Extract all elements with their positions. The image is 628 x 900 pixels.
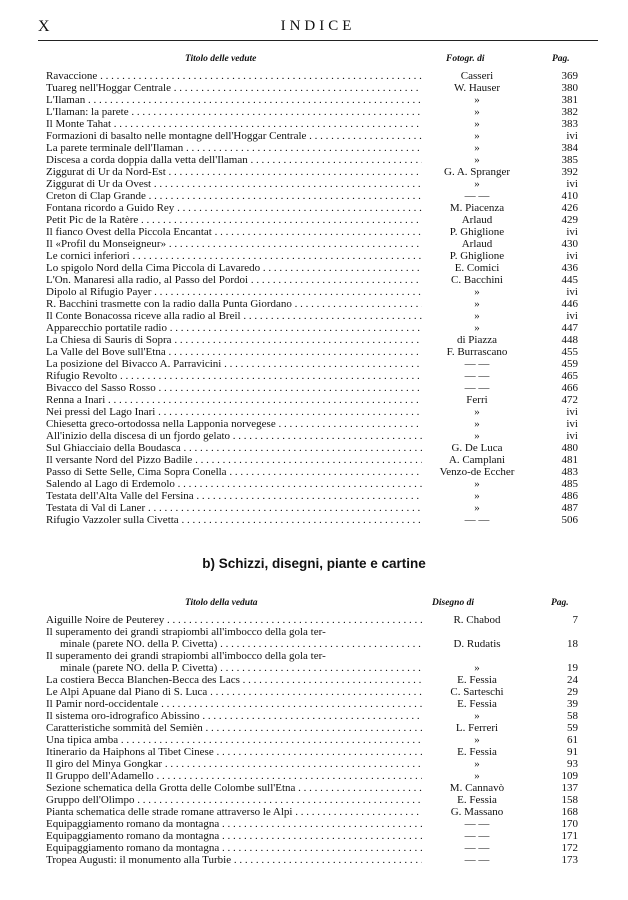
entry-title: Rifugio Revolto . . . bbox=[46, 370, 422, 382]
entry-title: Ravaccione . . . bbox=[46, 70, 422, 82]
index-entry bbox=[46, 70, 578, 82]
entry-author: » bbox=[474, 310, 480, 322]
index-entry bbox=[46, 298, 578, 310]
entry-page: 58 bbox=[567, 710, 578, 722]
entry-author: — — bbox=[464, 818, 490, 830]
entry-title: Pianta schematica delle strade romane attraverso le Alpi . . . bbox=[46, 806, 422, 818]
entry-title: All'inizio della discesa di un fjordo gelato . . . bbox=[46, 430, 422, 442]
index-entry bbox=[46, 514, 578, 526]
index-entry bbox=[46, 466, 578, 478]
entry-page: 109 bbox=[561, 770, 578, 782]
entry-author: — — bbox=[464, 842, 490, 854]
index-entry bbox=[46, 202, 578, 214]
entry-page: 385 bbox=[561, 154, 578, 166]
page-header bbox=[38, 18, 598, 41]
index-entry bbox=[46, 794, 578, 806]
entry-page: 59 bbox=[567, 722, 578, 734]
index-entry bbox=[46, 154, 578, 166]
entry-page: 168 bbox=[561, 806, 578, 818]
entry-page: 436 bbox=[561, 262, 578, 274]
index-entry bbox=[46, 358, 578, 370]
entry-page: 426 bbox=[561, 202, 578, 214]
entry-title: Il Gruppo dell'Adamello . . . bbox=[46, 770, 422, 782]
entry-author: di Piazza bbox=[456, 334, 497, 346]
index-entry bbox=[46, 830, 578, 842]
index-entry bbox=[46, 650, 578, 662]
entry-title: La costiera Becca Blanchen-Becca des Lacs . . . bbox=[46, 674, 422, 686]
entry-author: » bbox=[474, 770, 480, 782]
index-entry bbox=[46, 334, 578, 346]
entry-page: 487 bbox=[561, 502, 578, 514]
index-entry bbox=[46, 454, 578, 466]
index-entry bbox=[46, 178, 578, 190]
entry-page: 485 bbox=[561, 478, 578, 490]
section-a-col-page: Pag. bbox=[552, 54, 570, 64]
entry-author: Casseri bbox=[460, 70, 494, 82]
index-entry bbox=[46, 442, 578, 454]
entry-author: » bbox=[474, 734, 480, 746]
index-entry bbox=[46, 274, 578, 286]
entry-page: 382 bbox=[561, 106, 578, 118]
page-number: X bbox=[38, 18, 51, 35]
entry-author: — — bbox=[464, 854, 490, 866]
entry-author: » bbox=[474, 130, 480, 142]
index-entry bbox=[46, 214, 578, 226]
entry-title: Creton di Clap Grande . . . bbox=[46, 190, 422, 202]
entry-page: 466 bbox=[561, 382, 578, 394]
entry-page: ivi bbox=[566, 250, 578, 262]
entry-page: 448 bbox=[561, 334, 578, 346]
entry-page: 61 bbox=[567, 734, 578, 746]
entry-author: E. Fessia bbox=[457, 674, 497, 686]
entry-author: E. Fessia bbox=[457, 794, 497, 806]
entry-title: Ziggurat di Ur da Nord-Est . . . bbox=[46, 166, 422, 178]
entry-page: 380 bbox=[561, 82, 578, 94]
entry-author: W. Hauser bbox=[453, 82, 501, 94]
entry-page: ivi bbox=[566, 406, 578, 418]
index-entry bbox=[46, 166, 578, 178]
entry-author: C. Sarteschi bbox=[450, 686, 504, 698]
entry-author: — — bbox=[464, 514, 490, 526]
entry-title: Una tipica amba . . . bbox=[46, 734, 422, 746]
entry-page: 410 bbox=[561, 190, 578, 202]
entry-page: ivi bbox=[566, 418, 578, 430]
section-b-col-author: Disegno di bbox=[432, 598, 474, 608]
entry-author: P. Ghiglione bbox=[449, 226, 505, 238]
index-entry bbox=[46, 142, 578, 154]
index-entry bbox=[46, 118, 578, 130]
entry-page: 170 bbox=[561, 818, 578, 830]
entry-page: ivi bbox=[566, 430, 578, 442]
entry-title: Testata dell'Alta Valle del Fersina . . . bbox=[46, 490, 422, 502]
entry-author: » bbox=[474, 118, 480, 130]
index-entry bbox=[46, 262, 578, 274]
entry-title: Rifugio Vazzoler sulla Civetta . . . bbox=[46, 514, 422, 526]
entry-title: Aiguille Noire de Peuterey . . . bbox=[46, 614, 422, 626]
index-entry bbox=[46, 722, 578, 734]
entry-page: 430 bbox=[561, 238, 578, 250]
entry-page: 459 bbox=[561, 358, 578, 370]
entry-page: 392 bbox=[561, 166, 578, 178]
entry-author: » bbox=[474, 406, 480, 418]
entry-page: 171 bbox=[561, 830, 578, 842]
entry-title: minale (parete NO. della P. Civetta) . . . bbox=[60, 638, 422, 650]
entry-author: F. Burrascano bbox=[446, 346, 508, 358]
entry-author: E. Fessia bbox=[457, 746, 497, 758]
entry-page: 7 bbox=[572, 614, 578, 626]
entry-title: Le Alpi Apuane dal Piano di S. Luca . . . bbox=[46, 686, 422, 698]
entry-author: » bbox=[474, 106, 480, 118]
entry-page: 158 bbox=[561, 794, 578, 806]
entry-title: Gruppo dell'Olimpo . . . bbox=[46, 794, 422, 806]
entry-title: Apparecchio portatile radio . . . bbox=[46, 322, 422, 334]
entry-page: ivi bbox=[566, 286, 578, 298]
index-entry bbox=[46, 310, 578, 322]
entry-author: » bbox=[474, 298, 480, 310]
index-entry bbox=[46, 106, 578, 118]
entry-page: 445 bbox=[561, 274, 578, 286]
entry-title: Il Monte Tahat . . . bbox=[46, 118, 422, 130]
index-entry bbox=[46, 710, 578, 722]
entry-author: M. Cannavò bbox=[449, 782, 505, 794]
entry-page: 455 bbox=[561, 346, 578, 358]
index-entry bbox=[46, 346, 578, 358]
section-b-list bbox=[46, 614, 578, 866]
entry-title: Il sistema oro-idrografico Abissino . . . bbox=[46, 710, 422, 722]
entry-page: 481 bbox=[561, 454, 578, 466]
entry-author: » bbox=[474, 142, 480, 154]
index-entry bbox=[46, 430, 578, 442]
section-a-col-author: Fotogr. di bbox=[446, 54, 485, 64]
entry-title: Equipaggiamento romano da montagna . . . bbox=[46, 842, 422, 854]
entry-page: 381 bbox=[561, 94, 578, 106]
entry-page: 429 bbox=[561, 214, 578, 226]
entry-author: » bbox=[474, 710, 480, 722]
entry-author: » bbox=[474, 758, 480, 770]
index-entry bbox=[46, 614, 578, 626]
entry-author: — — bbox=[464, 190, 490, 202]
page-title: INDICE bbox=[280, 18, 356, 34]
entry-title: L'On. Manaresi alla radio, al Passo del Pordoi . . . bbox=[46, 274, 422, 286]
entry-author: P. Ghiglione bbox=[449, 250, 505, 262]
entry-page: 480 bbox=[561, 442, 578, 454]
index-entry bbox=[46, 382, 578, 394]
entry-title: Tuareg nell'Hoggar Centrale . . . bbox=[46, 82, 422, 94]
section-b-heading: b) Schizzi, disegni, piante e cartine bbox=[202, 556, 426, 571]
index-entry bbox=[46, 286, 578, 298]
entry-title: Passo di Sette Selle, Cima Sopra Conella . . . bbox=[46, 466, 422, 478]
entry-author: » bbox=[474, 662, 480, 674]
entry-page: 173 bbox=[561, 854, 578, 866]
entry-title: Sul Ghiacciaio della Boudasca . . . bbox=[46, 442, 422, 454]
index-entry bbox=[46, 82, 578, 94]
index-entry bbox=[46, 698, 578, 710]
entry-author: » bbox=[474, 478, 480, 490]
index-entry bbox=[46, 674, 578, 686]
entry-title: Il Pamir nord-occidentale . . . bbox=[46, 698, 422, 710]
entry-title: Sezione schematica della Grotta delle Colombe sull'Etna . . . bbox=[46, 782, 422, 794]
entry-author: E. Fessia bbox=[457, 698, 497, 710]
entry-author: C. Bacchini bbox=[451, 274, 503, 286]
entry-author: — — bbox=[464, 382, 490, 394]
entry-author: » bbox=[474, 430, 480, 442]
entry-author: E. Comici bbox=[454, 262, 500, 274]
entry-title: Ziggurat di Ur da Ovest . . . bbox=[46, 178, 422, 190]
entry-author: G. Massano bbox=[450, 806, 504, 818]
entry-title: Il giro del Minya Gongkar . . . bbox=[46, 758, 422, 770]
entry-title: Il superamento dei grandi strapiombi all'imbocco della gola ter- bbox=[46, 650, 326, 662]
index-entry bbox=[46, 818, 578, 830]
entry-title: Renna a Inari . . . bbox=[46, 394, 422, 406]
entry-page: 137 bbox=[561, 782, 578, 794]
entry-author: M. Piacenza bbox=[449, 202, 505, 214]
entry-page: 91 bbox=[567, 746, 578, 758]
index-entry bbox=[46, 746, 578, 758]
entry-title: Il fianco Ovest della Piccola Encantat . . . bbox=[46, 226, 422, 238]
index-entry bbox=[46, 478, 578, 490]
index-entry bbox=[46, 686, 578, 698]
entry-page: 39 bbox=[567, 698, 578, 710]
entry-title: Bivacco del Sasso Rosso . . . bbox=[46, 382, 422, 394]
entry-author: Arlaud bbox=[461, 238, 493, 250]
entry-title: L'Ilaman: la parete . . . bbox=[46, 106, 422, 118]
entry-title: Il «Profil du Monseigneur» . . . bbox=[46, 238, 422, 250]
entry-title: Il versante Nord del Pizzo Badile . . . bbox=[46, 454, 422, 466]
entry-title: Petit Pic de la Ratère . . . bbox=[46, 214, 422, 226]
entry-author: D. Rudatis bbox=[453, 638, 501, 650]
entry-title: Formazioni di basalto nelle montagne dell'Hoggar Centrale . . . bbox=[46, 130, 422, 142]
entry-author: » bbox=[474, 322, 480, 334]
entry-author: » bbox=[474, 418, 480, 430]
entry-title: La Chiesa di Sauris di Sopra . . . bbox=[46, 334, 422, 346]
entry-page: 465 bbox=[561, 370, 578, 382]
index-entry bbox=[46, 394, 578, 406]
entry-title: minale (parete NO. della P. Civetta) . . . bbox=[60, 662, 422, 674]
entry-page: 369 bbox=[561, 70, 578, 82]
entry-page: ivi bbox=[566, 226, 578, 238]
index-entry bbox=[46, 130, 578, 142]
entry-page: 486 bbox=[561, 490, 578, 502]
entry-author: G. A. Spranger bbox=[444, 166, 510, 178]
entry-title: Salendo al Lago di Erdemolo . . . bbox=[46, 478, 422, 490]
entry-title: Dipolo al Rifugio Payer . . . bbox=[46, 286, 422, 298]
section-a-list bbox=[46, 70, 578, 526]
entry-title: Le cornici inferiori . . . bbox=[46, 250, 422, 262]
entry-title: Nei pressi del Lago Inari . . . bbox=[46, 406, 422, 418]
entry-author: » bbox=[474, 154, 480, 166]
entry-author: R. Chabod bbox=[453, 614, 501, 626]
index-entry bbox=[46, 662, 578, 674]
entry-page: 24 bbox=[567, 674, 578, 686]
index-entry bbox=[46, 502, 578, 514]
index-entry bbox=[46, 190, 578, 202]
entry-title: La Valle del Bove sull'Etna . . . bbox=[46, 346, 422, 358]
entry-author: » bbox=[474, 286, 480, 298]
index-entry bbox=[46, 734, 578, 746]
entry-author: » bbox=[474, 490, 480, 502]
entry-author: » bbox=[474, 178, 480, 190]
entry-title: Il Conte Bonacossa riceve alla radio al Breil . . . bbox=[46, 310, 422, 322]
entry-title: Itinerario da Haiphons al Tibet Cinese . . . bbox=[46, 746, 422, 758]
entry-title: Equipaggiamento romano da montagna . . . bbox=[46, 830, 422, 842]
entry-page: 384 bbox=[561, 142, 578, 154]
entry-page: ivi bbox=[566, 310, 578, 322]
entry-author: — — bbox=[464, 830, 490, 842]
index-entry bbox=[46, 626, 578, 638]
entry-title: Il superamento dei grandi strapiombi all'imbocco della gola ter- bbox=[46, 626, 326, 638]
entry-page: 19 bbox=[567, 662, 578, 674]
entry-page: 18 bbox=[567, 638, 578, 650]
index-entry bbox=[46, 770, 578, 782]
entry-title: Caratteristiche sommità del Semièn . . . bbox=[46, 722, 422, 734]
index-entry bbox=[46, 490, 578, 502]
entry-page: ivi bbox=[566, 178, 578, 190]
entry-author: » bbox=[474, 94, 480, 106]
entry-page: 383 bbox=[561, 118, 578, 130]
entry-author: Ferri bbox=[466, 394, 488, 406]
index-entry bbox=[46, 854, 578, 866]
entry-page: 29 bbox=[567, 686, 578, 698]
entry-page: 447 bbox=[561, 322, 578, 334]
entry-title: La parete terminale dell'Ilaman . . . bbox=[46, 142, 422, 154]
index-entry bbox=[46, 94, 578, 106]
section-a-col-title: Titolo delle vedute bbox=[185, 54, 257, 64]
entry-page: 446 bbox=[561, 298, 578, 310]
entry-author: » bbox=[474, 502, 480, 514]
entry-title: R. Bacchini trasmette con la radio dalla Punta Giordano . . . bbox=[46, 298, 422, 310]
entry-title: Chiesetta greco-ortodossa nella Lapponia norvegese . . . bbox=[46, 418, 422, 430]
section-b-col-title: Titolo della veduta bbox=[185, 598, 258, 608]
entry-title: Lo spigolo Nord della Cima Piccola di Lavaredo . . . bbox=[46, 262, 422, 274]
entry-author: A. Camplani bbox=[448, 454, 506, 466]
index-entry bbox=[46, 238, 578, 250]
entry-author: G. De Luca bbox=[451, 442, 503, 454]
entry-title: Testata di Val di Laner . . . bbox=[46, 502, 422, 514]
entry-title: L'Ilaman . . . bbox=[46, 94, 422, 106]
entry-page: 472 bbox=[561, 394, 578, 406]
index-entry bbox=[46, 782, 578, 794]
entry-title: La posizione del Bivacco A. Parravicini . . . bbox=[46, 358, 422, 370]
index-entry bbox=[46, 758, 578, 770]
entry-author: Arlaud bbox=[461, 214, 493, 226]
entry-author: — — bbox=[464, 370, 490, 382]
entry-page: 483 bbox=[561, 466, 578, 478]
entry-author: Venzo-de Eccher bbox=[439, 466, 515, 478]
entry-page: 93 bbox=[567, 758, 578, 770]
index-entry bbox=[46, 406, 578, 418]
index-entry bbox=[46, 806, 578, 818]
entry-author: — — bbox=[464, 358, 490, 370]
entry-author: L. Ferreri bbox=[455, 722, 499, 734]
entry-page: ivi bbox=[566, 130, 578, 142]
index-entry bbox=[46, 370, 578, 382]
entry-page: 172 bbox=[561, 842, 578, 854]
section-b-col-page: Pag. bbox=[551, 598, 569, 608]
index-entry bbox=[46, 250, 578, 262]
index-entry bbox=[46, 418, 578, 430]
entry-page: 506 bbox=[561, 514, 578, 526]
entry-title: Fontana ricordo a Guido Rey . . . bbox=[46, 202, 422, 214]
index-entry bbox=[46, 842, 578, 854]
index-entry bbox=[46, 322, 578, 334]
index-entry bbox=[46, 638, 578, 650]
entry-title: Discesa a corda doppia dalla vetta dell'Ilaman . . . bbox=[46, 154, 422, 166]
entry-title: Tropea Augusti: il monumento alla Turbie . . . bbox=[46, 854, 422, 866]
index-entry bbox=[46, 226, 578, 238]
entry-title: Equipaggiamento romano da montagna . . . bbox=[46, 818, 422, 830]
